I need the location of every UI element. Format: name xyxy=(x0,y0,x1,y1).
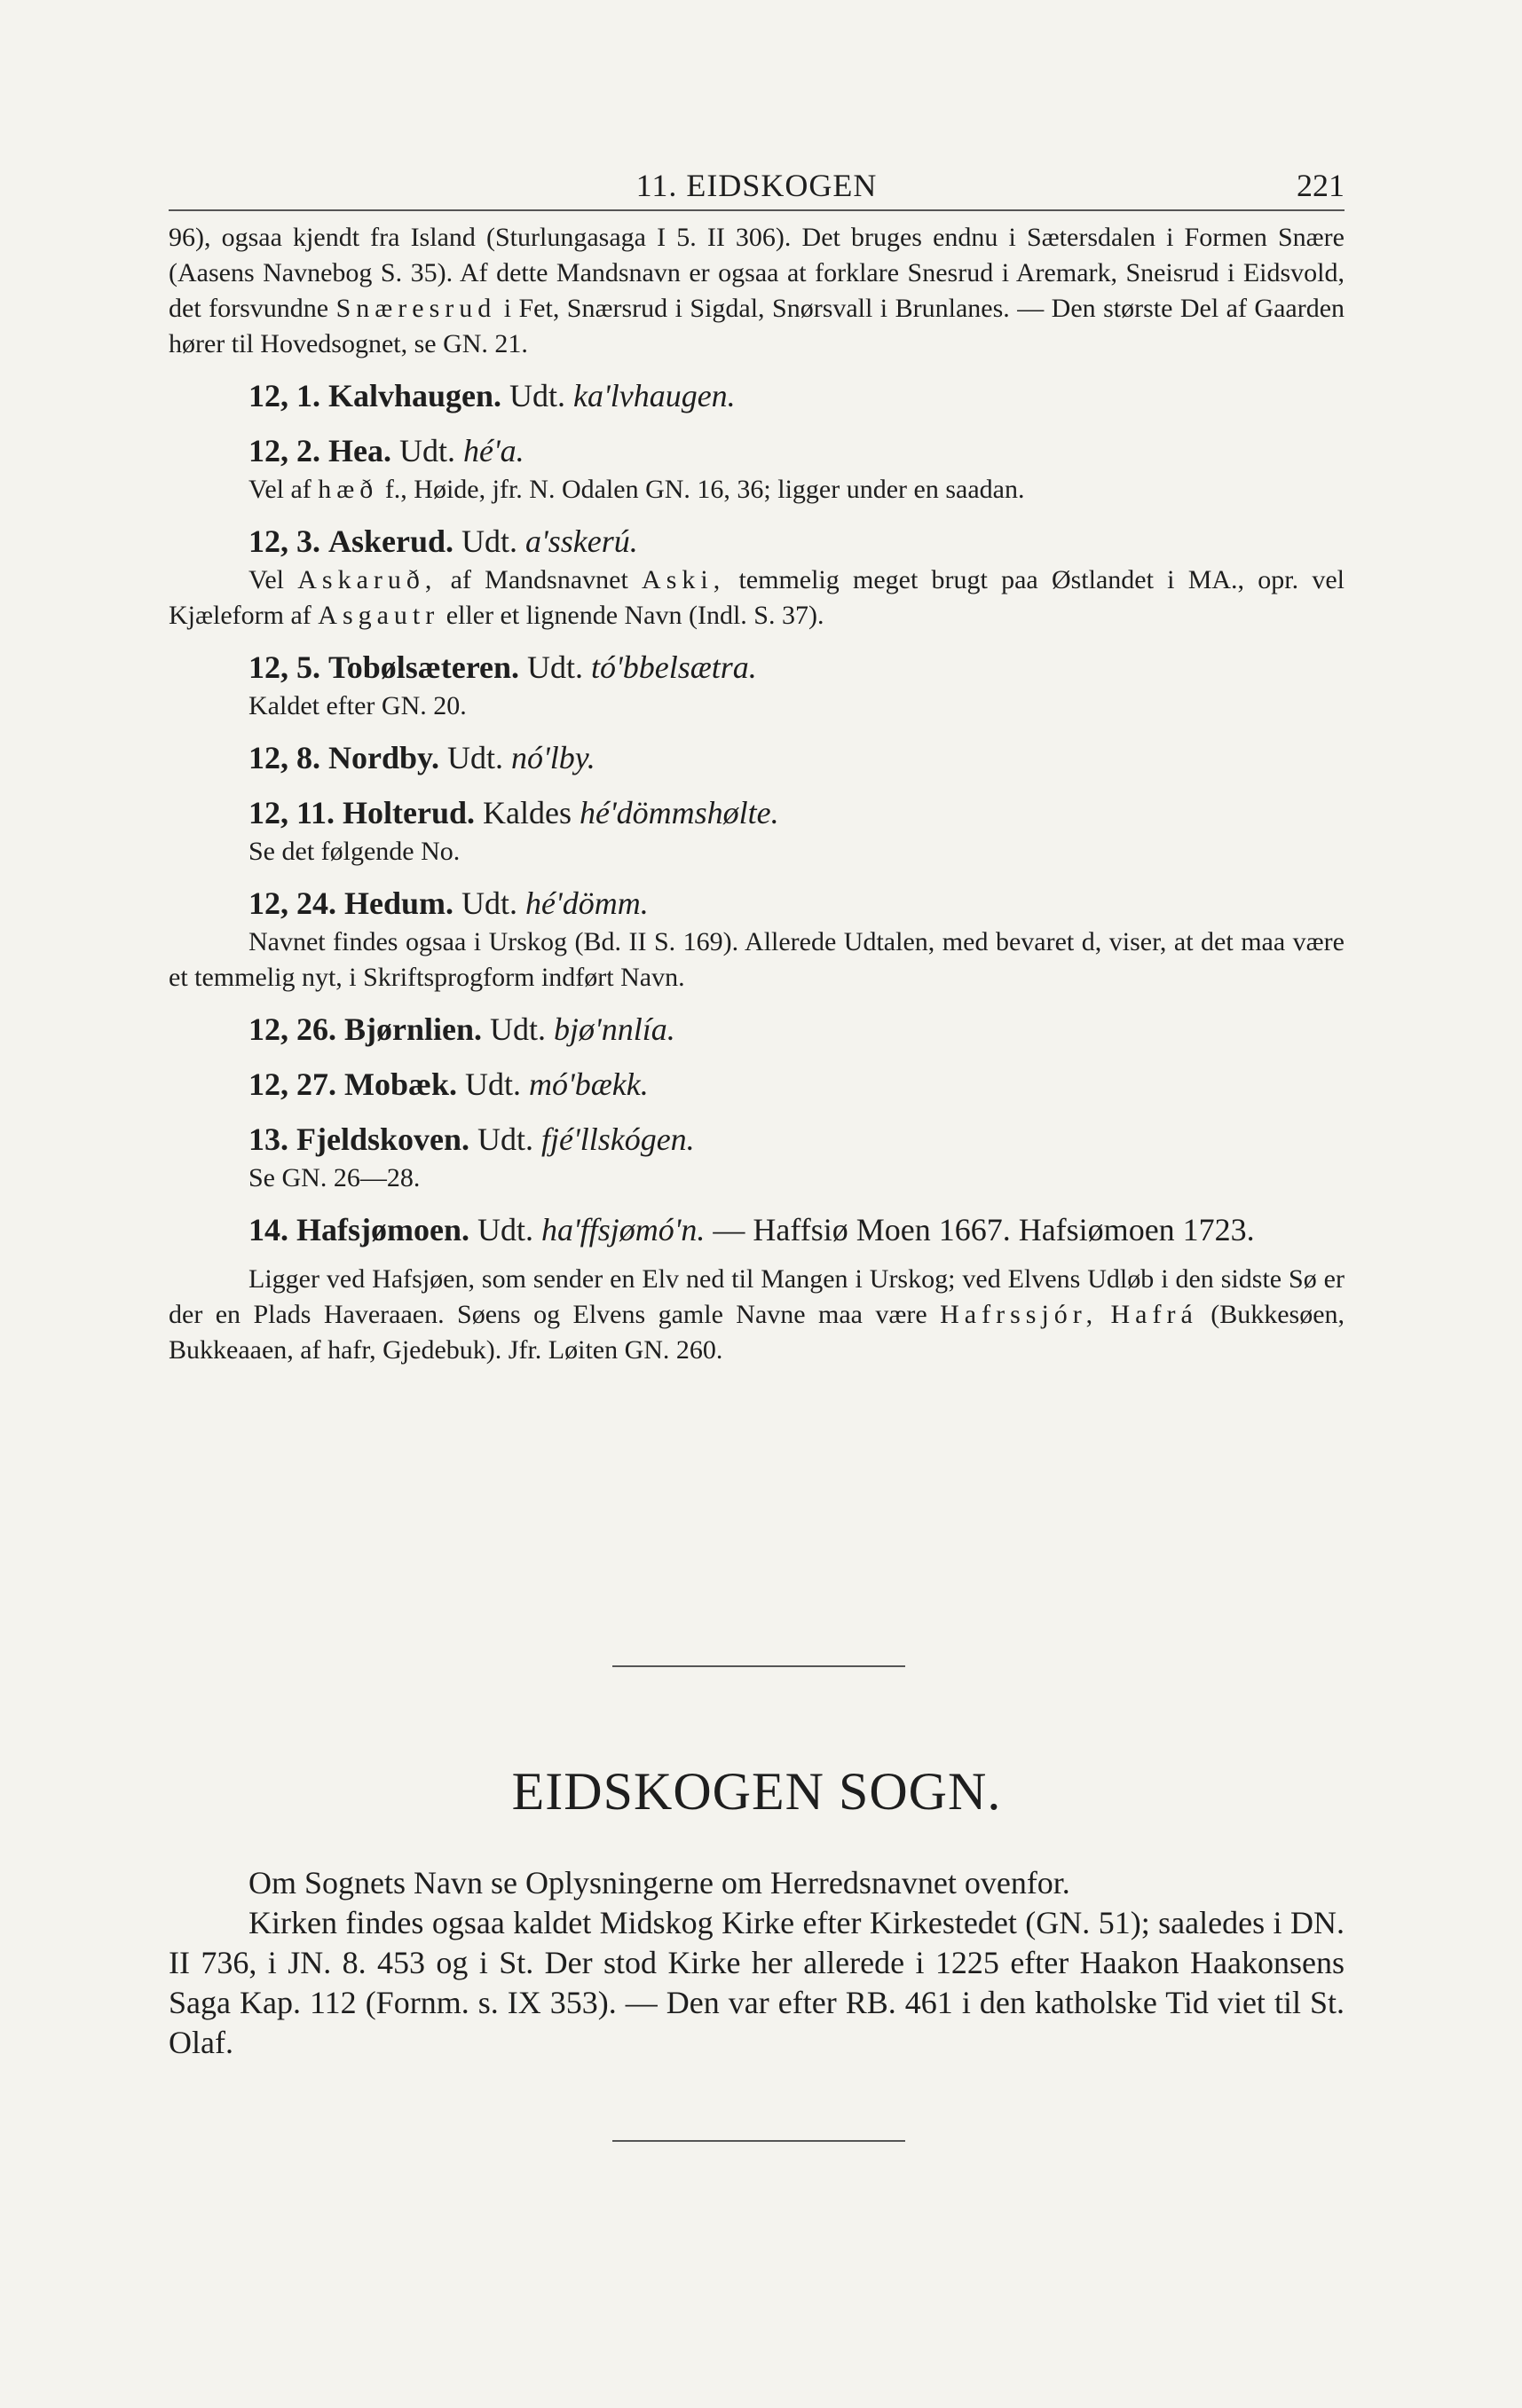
entry-number: 14. xyxy=(248,1212,288,1247)
note-spaced-word: Asgautr xyxy=(318,601,440,630)
entry-udt: Udt. xyxy=(477,1121,534,1157)
note-text: (Bukkesøen, Bukkeaaen, af hafr, Gjedebuk). Jfr. Løiten GN. 260. xyxy=(169,1300,1345,1365)
entry-hedum xyxy=(169,882,1345,925)
sogn-paragraph-1: Om Sognets Navn se Oplysningerne om Herredsnavnet ovenfor. xyxy=(248,1865,1070,1900)
entry-udt: Udt. xyxy=(477,1212,533,1247)
entry-pronunciation: nó'lby. xyxy=(511,740,595,775)
entry-number: 12, 3. xyxy=(248,523,320,559)
entry-pronunciation: hé'dömmshølte. xyxy=(579,795,779,830)
entry-kalvhaugen xyxy=(169,374,1345,417)
entry-pronunciation: mó'bækk. xyxy=(529,1066,649,1102)
note-spaced-word: Askaruð, xyxy=(297,565,438,594)
entry-udt: Udt. xyxy=(398,433,455,468)
entry-name: Hedum. xyxy=(344,885,454,921)
entry-number: 13. xyxy=(248,1121,288,1157)
entry-askerud xyxy=(169,520,1345,563)
note-fjeldskoven xyxy=(169,1161,1345,1196)
note-text: Se det følgende No. xyxy=(248,837,461,866)
note-hafsjomoen xyxy=(169,1262,1345,1368)
note-text: temmelig meget brugt paa Østlandet i MA., opr. vel Kjæleform af xyxy=(169,565,1345,630)
entry-bjornlien xyxy=(169,1008,1345,1051)
note-hedum xyxy=(169,925,1345,995)
entry-historical-forms: — Haffsiø Moen 1667. Hafsiømoen 1723. xyxy=(713,1212,1255,1247)
intro-paragraph xyxy=(169,220,1345,362)
note-spaced-word: Hafrssjór, xyxy=(940,1300,1099,1329)
note-text: f., Høide, jfr. N. Odalen GN. 16, 36; ligger under en saadan. xyxy=(384,475,1025,504)
entry-number: 12, 8. xyxy=(248,740,320,775)
note-text: Navnet findes ogsaa i Urskog (Bd. II S. 169). Allerede Udtalen, med bevaret d, viser, at det maa være et temmelig nyt, i Skriftsprogform indført Navn. xyxy=(169,927,1345,992)
entry-name: Bjørnlien. xyxy=(344,1011,483,1047)
note-hea xyxy=(169,472,1345,508)
note-text: Ligger ved Hafsjøen, som sender en Elv ned til Mangen i Urskog; ved Elvens Udløb i den sidste Sø er der en Plads Haveraaen. Søens og Elvens gamle Navne maa være xyxy=(169,1264,1345,1329)
entry-name: Hea. xyxy=(328,433,391,468)
entry-udt: Kaldes xyxy=(483,795,572,830)
page-number: 221 xyxy=(1297,168,1345,203)
entry-number: 12, 5. xyxy=(248,649,320,685)
entry-udt: Udt. xyxy=(527,649,584,685)
header-rule xyxy=(169,209,1345,211)
entry-pronunciation: a'sskerú. xyxy=(525,523,638,559)
section-rule-top xyxy=(612,1665,905,1667)
sogn-paragraph-2: Kirken findes ogsaa kaldet Midskog Kirke efter Kirkestedet (GN. 51); saaledes i DN. II 736, i JN. 8. 453 og i St. Der stod Kirke her allerede i 1225 efter Haakon Haakonsens Saga Kap. 112 (Fornm. s. IX 353). — Den var efter RB. 461 i den katholske Tid viet til St. Olaf. xyxy=(169,1905,1345,2060)
running-header xyxy=(169,158,1345,211)
entry-name: Hafsjømoen. xyxy=(296,1212,469,1247)
entry-number: 12, 27. xyxy=(248,1066,336,1102)
section-rule-bottom xyxy=(612,2140,905,2142)
note-spaced-word: hæð xyxy=(318,475,379,504)
entry-name: Nordby. xyxy=(328,740,440,775)
entry-name: Kalvhaugen. xyxy=(328,378,502,413)
note-text: Vel af xyxy=(248,475,311,504)
sogn-text xyxy=(169,1863,1345,2063)
entry-name: Holterud. xyxy=(343,795,476,830)
intro-spaced-name: Snæresrud xyxy=(335,294,497,323)
entry-pronunciation: ka'lvhaugen. xyxy=(573,378,736,413)
note-tobolsaeteren xyxy=(169,689,1345,724)
note-text: Vel xyxy=(248,565,284,594)
note-text: eller et lignende Navn (Indl. S. 37). xyxy=(446,601,824,630)
intro-text: 96), ogsaa kjendt fra Island (Sturlungasaga I 5. II 306). Det bruges endnu i Sætersdalen i Formen Snære (Aasens Navnebog S. 35). Af dette Mandsnavn er ogsaa at forklare Snesrud i Aremark, Sneisrud i Eidsvold, det forsvundne xyxy=(169,223,1345,323)
note-holterud xyxy=(169,834,1345,870)
entry-name: Askerud. xyxy=(328,523,454,559)
entry-number: 12, 11. xyxy=(248,795,335,830)
entry-pronunciation: hé'a. xyxy=(462,433,524,468)
entry-pronunciation: bjø'nnlía. xyxy=(554,1011,675,1047)
entry-number: 12, 26. xyxy=(248,1011,336,1047)
note-text: Kaldet efter GN. 20. xyxy=(248,691,467,720)
entry-pronunciation: tó'bbelsætra. xyxy=(591,649,757,685)
note-text: Se GN. 26—28. xyxy=(248,1163,421,1192)
note-spaced-word: Hafrá xyxy=(1110,1300,1198,1329)
entry-pronunciation: ha'ffsjømó'n. xyxy=(540,1212,706,1247)
entry-pronunciation: hé'dömm. xyxy=(525,885,649,921)
entry-mobaek xyxy=(169,1063,1345,1106)
entry-nordby xyxy=(169,736,1345,779)
entry-udt: Udt. xyxy=(490,1011,547,1047)
entry-name: Mobæk. xyxy=(344,1066,458,1102)
entry-number: 12, 1. xyxy=(248,378,320,413)
header-title: 11. EIDSKOGEN xyxy=(635,168,878,203)
note-spaced-word: Aski, xyxy=(642,565,726,594)
intro-text-rest: i Fet, Snærsrud i Sigdal, Snørsvall i Brunlanes. — Den største Del af Gaarden hører til Hovedsognet, se GN. 21. xyxy=(169,294,1345,358)
note-askerud xyxy=(169,563,1345,633)
entry-udt: Udt. xyxy=(461,523,518,559)
section-title: EIDSKOGEN SOGN. xyxy=(511,1762,1002,1821)
entry-hafsjomoen xyxy=(169,1208,1345,1251)
entry-number: 12, 24. xyxy=(248,885,336,921)
entry-holterud xyxy=(169,791,1345,834)
note-text: af Mandsnavnet xyxy=(450,565,628,594)
entry-name: Tobølsæteren. xyxy=(328,649,520,685)
entry-udt: Udt. xyxy=(509,378,566,413)
entry-udt: Udt. xyxy=(465,1066,522,1102)
entry-hea xyxy=(169,429,1345,472)
entry-pronunciation: fjé'llskógen. xyxy=(541,1121,695,1157)
entry-udt: Udt. xyxy=(447,740,504,775)
entry-fjeldskoven xyxy=(169,1118,1345,1161)
entry-number: 12, 2. xyxy=(248,433,320,468)
entry-name: Fjeldskoven. xyxy=(296,1121,470,1157)
main-content xyxy=(169,220,1345,1368)
entry-tobolsaeteren xyxy=(169,646,1345,689)
entry-udt: Udt. xyxy=(461,885,518,921)
